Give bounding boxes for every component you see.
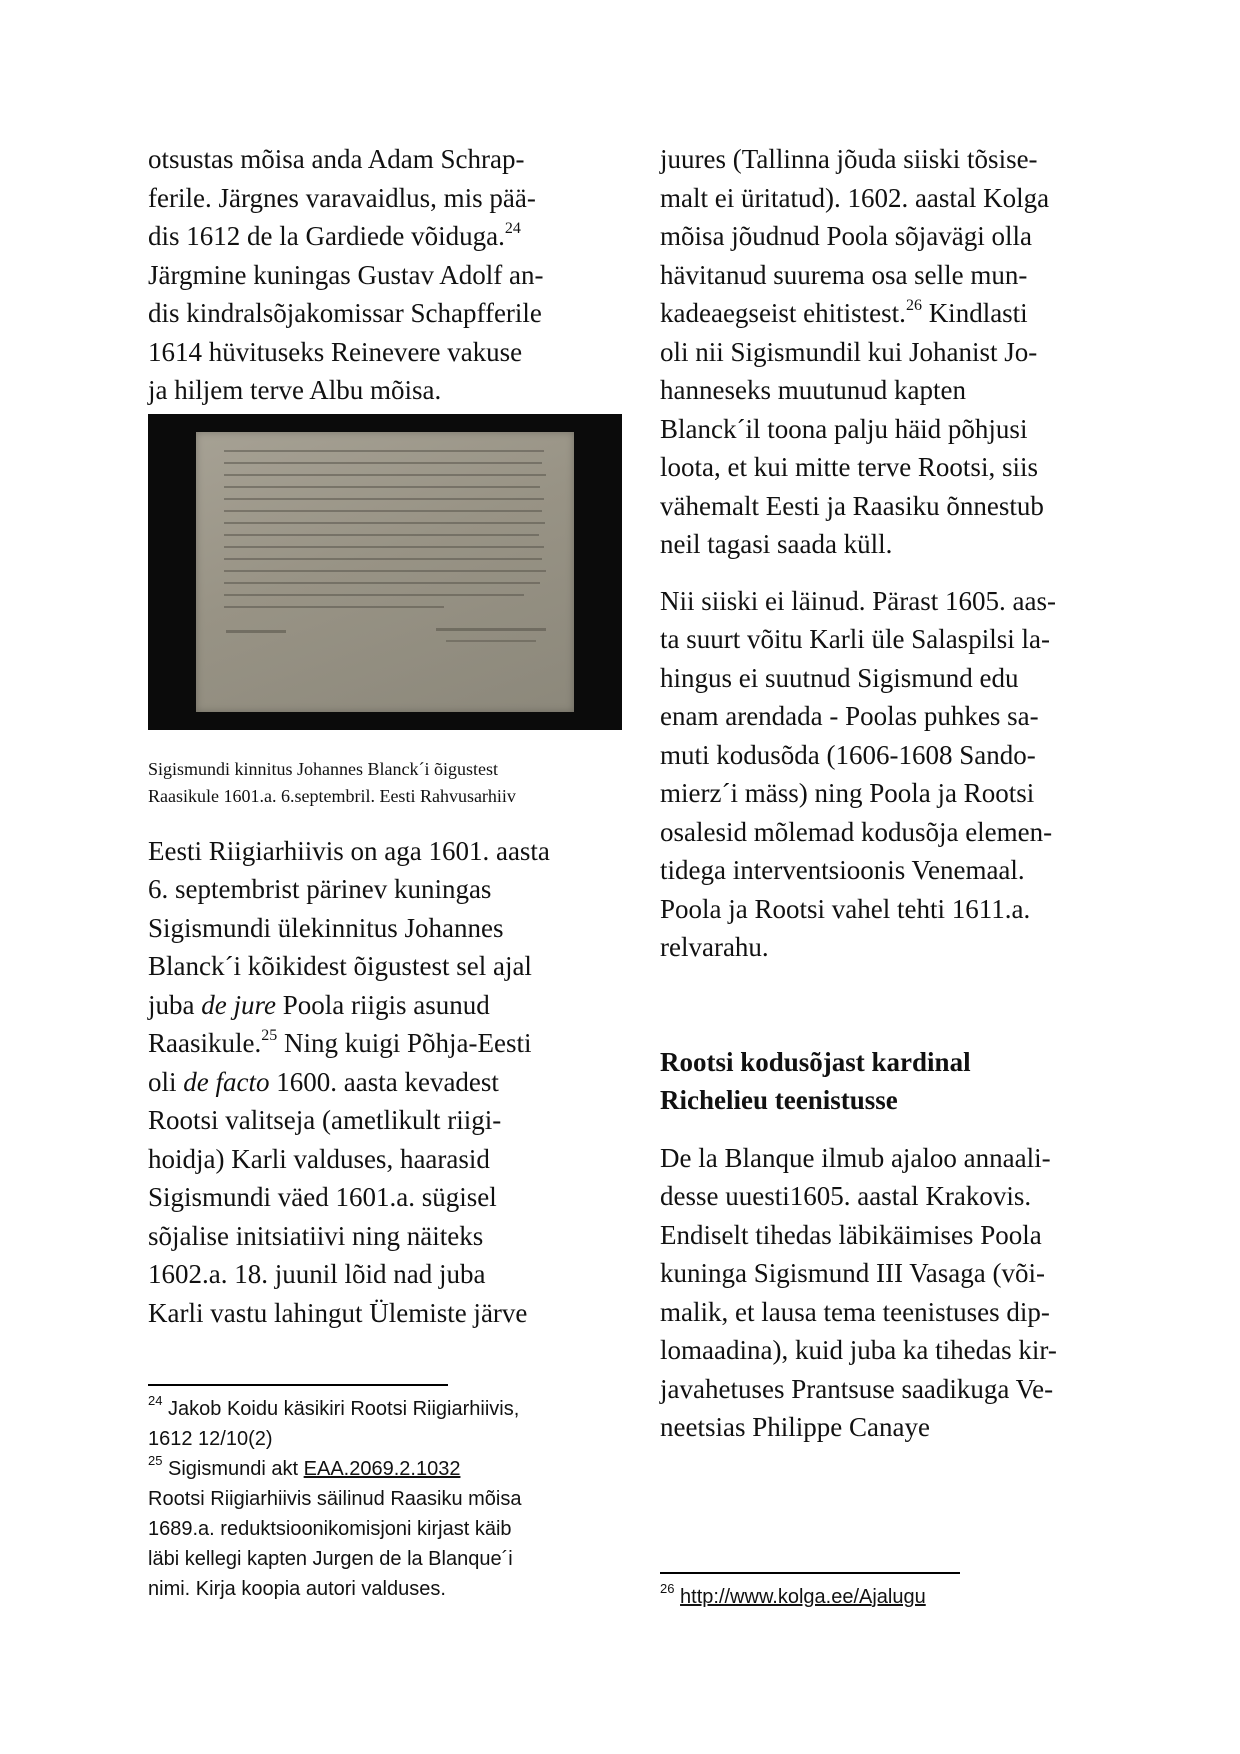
text-line: Endiselt tihedas läbikäimises Poola xyxy=(660,1219,1042,1250)
italic-term: de facto xyxy=(183,1066,270,1097)
text-fragment: oli xyxy=(148,1066,184,1097)
section-heading xyxy=(660,1043,1130,1119)
text-line: ja hiljem terve Albu mõisa. xyxy=(148,375,442,405)
heading-line: Rootsi kodusõjast kardinal xyxy=(660,1046,971,1077)
text-line: Eesti Riigiarhiivis on aga 1601. aasta xyxy=(148,835,550,866)
text-line: Rootsi valitseja (ametlikult riigi- xyxy=(148,1105,502,1135)
text-fragment: 1600. aasta kevadest xyxy=(269,1066,499,1097)
text-line: Nii siiski ei läinud. Pärast 1605. aas- xyxy=(660,585,1056,616)
text-line: Blanck´i kõikidest õigustest sel ajal xyxy=(148,951,532,981)
footnote-25-line: 1689.a. reduktsioonikomisjoni kirjast käib xyxy=(148,1518,512,1540)
text-line: oli nii Sigismundil kui Johanist Jo- xyxy=(660,336,1038,367)
footnote-ref-26[interactable]: 26 xyxy=(905,297,922,314)
italic-term: de jure xyxy=(201,989,276,1020)
text-line: osalesid mõlemad kodusõja elemen- xyxy=(660,816,1053,847)
text-line: relvarahu. xyxy=(660,932,769,962)
text-line: mierz´i mäss) ning Poola ja Rootsi xyxy=(660,778,1035,808)
footnote-number: 24 xyxy=(148,1393,163,1409)
footnote-24 xyxy=(148,1394,628,1424)
footnote-25-line: läbi kellegi kapten Jurgen de la Blanque´i xyxy=(148,1548,513,1570)
text-line: 1602.a. 18. juunil lõid nad juba xyxy=(148,1259,486,1289)
right-paragraph-2 xyxy=(660,582,1130,967)
left-paragraph-1 xyxy=(148,140,628,410)
photo-caption xyxy=(148,756,628,810)
footnote-25 xyxy=(148,1454,628,1484)
kolga-history-link[interactable]: http://www.kolga.ee/Ajalugu xyxy=(680,1586,926,1608)
manuscript-photo xyxy=(148,414,622,730)
caption-line: Raasikule 1601.a. 6.septembril. Eesti Rahvusarhiiv xyxy=(148,785,516,806)
text-fragment: Ning kuigi Põhja-Eesti xyxy=(277,1028,532,1058)
text-line: Poola ja Rootsi vahel tehti 1611.a. xyxy=(660,893,1031,924)
text-line: neetsias Philippe Canaye xyxy=(660,1412,930,1442)
caption-line: Sigismundi kinnitus Johannes Blanck´i õigustest xyxy=(148,758,498,779)
text-line: dis 1612 de la Gardiede võiduga. xyxy=(148,221,505,251)
text-fragment: kadeaegseist ehitistest. xyxy=(660,298,906,328)
footnote-number: 25 xyxy=(148,1453,163,1469)
text-fragment: Raasikule. xyxy=(148,1028,262,1058)
heading-line: Richelieu teenistusse xyxy=(660,1084,898,1115)
text-line: desse uuesti1605. aastal Krakovis. xyxy=(660,1181,1032,1211)
text-line: malik, et lausa tema teenistuses dip- xyxy=(660,1296,1050,1327)
text-fragment: juba xyxy=(148,989,202,1020)
text-line: ferile. Järgnes varavaidlus, mis pää- xyxy=(148,182,536,213)
text-line: hävitanud suurema osa selle mun- xyxy=(660,259,1028,290)
text-line: kuninga Sigismund III Vasaga (või- xyxy=(660,1258,1045,1288)
right-column xyxy=(660,140,1130,1447)
footnote-24-cont: 1612 12/10(2) xyxy=(148,1428,273,1450)
text-line: enam arendada - Poolas puhkes sa- xyxy=(660,701,1039,731)
left-paragraph-2 xyxy=(148,832,628,1333)
text-line: Sigismundi ülekinnitus Johannes xyxy=(148,912,504,943)
left-column xyxy=(148,140,628,1332)
text-line: Järgmine kuningas Gustav Adolf an- xyxy=(148,259,544,290)
footnote-26 xyxy=(660,1582,1130,1612)
text-line: malt ei üritatud). 1602. aastal Kolga xyxy=(660,182,1050,213)
text-line: hingus ei suutnud Sigismund edu xyxy=(660,662,1019,693)
footnote-text: Sigismundi akt xyxy=(162,1458,304,1480)
right-paragraph-3 xyxy=(660,1139,1130,1447)
text-line: dis kindralsõjakomissar Schapfferile xyxy=(148,298,542,328)
text-line: Sigismundi väed 1601.a. sügisel xyxy=(148,1182,497,1212)
footnote-25-line: Rootsi Riigiarhiivis säilinud Raasiku mõisa xyxy=(148,1488,522,1510)
text-line: loota, et kui mitte terve Rootsi, siis xyxy=(660,452,1038,482)
footnote-divider xyxy=(660,1572,960,1574)
text-line: De la Blanque ilmub ajaloo annaali- xyxy=(660,1142,1051,1173)
text-fragment: Poola riigis asunud xyxy=(275,989,490,1020)
text-line: javahetuses Prantsuse saadikuga Ve- xyxy=(660,1373,1054,1404)
text-line: 1614 hüvituseks Reinevere vakuse xyxy=(148,336,523,367)
text-line: lomaadina), kuid juba ka tihedas kir- xyxy=(660,1335,1057,1365)
text-line: vähemalt Eesti ja Raasiku õnnestub xyxy=(660,490,1044,521)
text-line: juures (Tallinna jõuda siiski tõsise- xyxy=(660,144,1038,174)
archive-reference-link[interactable]: EAA.2069.2.1032 xyxy=(303,1458,461,1480)
manuscript-document-image xyxy=(196,432,574,712)
text-line: muti kodusõda (1606-1608 Sando- xyxy=(660,739,1036,770)
text-line: otsustas mõisa anda Adam Schrap- xyxy=(148,144,525,174)
footnote-ref-24[interactable]: 24 xyxy=(504,220,521,237)
text-line: Blanck´il toona palju häid põhjusi xyxy=(660,413,1028,444)
text-line: Karli vastu lahingut Ülemiste järve xyxy=(148,1297,528,1328)
text-line: hanneseks muutunud kapten xyxy=(660,375,966,405)
text-line: mõisa jõudnud Poola sõjavägi olla xyxy=(660,221,1032,251)
text-line: hoidja) Karli valduses, haarasid xyxy=(148,1143,490,1174)
text-line: 6. septembrist pärinev kuningas xyxy=(148,874,492,904)
footnote-text: Jakob Koidu käsikiri Rootsi Riigiarhiivis, xyxy=(162,1398,520,1420)
text-line: tidega interventsioonis Venemaal. xyxy=(660,855,1025,885)
right-paragraph-1 xyxy=(660,140,1130,564)
left-footnotes xyxy=(148,1394,628,1604)
footnote-divider xyxy=(148,1384,448,1386)
text-line: sõjalise initsiatiivi ning näiteks xyxy=(148,1220,484,1251)
footnote-number: 26 xyxy=(660,1581,675,1597)
text-fragment: Kindlasti xyxy=(921,298,1028,328)
text-line: ta suurt võitu Karli üle Salaspilsi la- xyxy=(660,624,1050,654)
right-footnotes xyxy=(660,1582,1130,1612)
text-line: neil tagasi saada küll. xyxy=(660,529,893,559)
footnote-ref-25[interactable]: 25 xyxy=(261,1027,278,1044)
footnote-25-line: nimi. Kirja koopia autori valduses. xyxy=(148,1578,446,1600)
